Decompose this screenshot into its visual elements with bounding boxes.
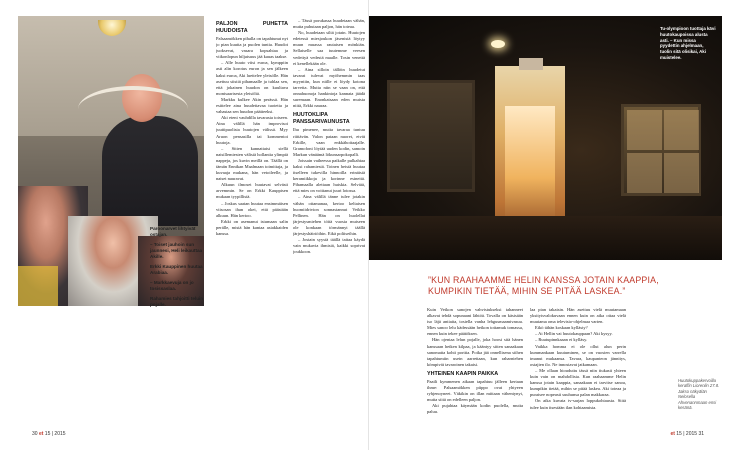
paragraph: Aki pujahtaa käymään kodin puolella, mutta paluu. xyxy=(427,403,523,415)
section-heading: PALJON PUHETTA HUUDOISTA xyxy=(216,21,288,34)
side-caption: Huutokuppakervoilla keraffin Liorenlin 27.8. Jakso näkyälän Nelosella Ahvenannmaan ensi kesänä. xyxy=(678,378,720,411)
photo-sign xyxy=(519,58,543,70)
paragraph: – Aina silloin tällöin huudetut tavarat tulevat myöhemmin taas myyntiin, kun niille ei löydy kotona tarvetta. Mutta niin se vaan on, että onnahuonoja hankintoja kannata jäädä suremaan. Enonkatsaan eden muista niitä, Erkki nauraa. xyxy=(293,66,365,109)
window-pane xyxy=(627,153,662,193)
caption-line: Erkki Kauppinen huutaa Arabiaa. xyxy=(150,264,203,275)
folio-left xyxy=(32,431,66,437)
crowd-yellow-shirt xyxy=(18,266,58,306)
paragraph: Aki eteni vauhdilla tavarasta toiseen. Aina välillä hän improvisoi juuttipuolista huutojen välissä. Myy Aruon pensasilla tai kommentoi huutoja. xyxy=(216,115,288,145)
paragraph: – Aina välillä tänne tulee jotakin vähän ottamanaa, kertoo keltaisen huomiidrivion sonnastannut Veikko Pellinen. Hän on huolellat järjestysmiehen töitä vuosia muiseen ole konkaan törmännyt täällä järjestyshäiriöihin. Eikä poliiseihin. xyxy=(293,194,365,236)
photo-floor xyxy=(369,216,722,260)
paragraph: Vaikka homma ei ole ollut alun perin kummankaan kuutuminen, se on vuosien varrella imanut mukaansa. Tavara, kaupanteon jännitys, ostajien ilo. Ne innostavat jatkamaan. xyxy=(530,343,626,367)
article-column-c xyxy=(427,307,523,435)
paragraph: Kuin Veikon sanojen vahvistukseksi tahanneet alkavat tehdä sopunaani lähtöä. Tovalla on käsisään iso läjä antiaita, tosiella vanha lehgusmaamivasuu. Mies sanoo lelu kädessään heikon tottamuk tomassa, ennen kuin tekee päätöksen. xyxy=(427,307,523,337)
paragraph: Markku kulkee Akin perässä. Hän esittelee aina huudettavaa tuotetta ja vahastaa sen huudon päätteeksi. xyxy=(216,96,288,115)
caption-line: – Markkaevuja on jo tosissaslaa. xyxy=(150,280,194,291)
issue-number: 15 | 2015 xyxy=(44,431,66,437)
paragraph: Hän ojentaa lelun pojalle, joka hoosi sitä hänen kanssaan hetken kilpaa, ja kääntyy sitten sanaakaan sanomatta kohti porttia. Poika jää onnellisena siihen tapahtumiin usein aarrettaan, kun raharniehen kömpivät tavaroinen takaisi. xyxy=(427,337,523,367)
photo-window xyxy=(621,104,701,196)
paragraph: On aika kuvata tv-sarjan loppukohtausta. Siitä tulee kuin itsestään ilan kohtaamista. xyxy=(530,398,626,410)
section-heading: HUUTOKLIPA PANSSARIVAUNUSTA xyxy=(293,112,350,126)
folio-right xyxy=(670,431,704,437)
photo-caption-right: Tu-olympioon tuottaja kävi huutokaupoissa alusta asti. – Kun missa pyydettin ahjelmaan, tuolin sitä olisikai, Aki muistelee. xyxy=(660,26,716,60)
pull-quote: ”KUN RAAHAAMME HELIN KANSSA JOTAIN KAAPPIA, KUMPIKIN TIETÄÄ, MIHIN SE PITÄÄ LASKEA.” xyxy=(428,275,659,296)
photo-window xyxy=(387,80,475,192)
paragraph: – Alle huuto viisi euroa, kymppiin asti alin korotus euron ja sen jälkeen kaksi euroa, Aki luettelee yleisölle. Hän asettuu siistiä pihamaalle ja tuhlaa sen, että jokainen huudon on kuultava monisaarisesta yleisöltä. xyxy=(216,60,288,96)
paragraph: – Sitten kannattaisi siellä naisillemiesten välisiä hollantia ylimpiä nappeja, jos kuvin meillä on. Täällä on tämän Ennikan Maalmaan toimittaja, ja kuvaaja mukana, hän vetoileelle, ja naiset nauravat. xyxy=(216,145,288,182)
auctioneer-body xyxy=(102,116,198,226)
paragraph: Erkki on asemanut istumaan salin perälle, mistä hän kantaa asiakkaiden kanssa. xyxy=(216,218,288,236)
paragraph: Ihu pimenee, mutta tavaraa tuntuu riittävän. Valon pataan nuoret, etvät Erkille, vaan enkkähoitaajalle. Gramofoni löytää uuden kodin, samoin Markun vänäämä lökunsarpokopalli. xyxy=(293,127,365,157)
article-column-d xyxy=(530,307,626,435)
photo-lamp xyxy=(491,40,505,48)
antler-item xyxy=(78,86,188,132)
article-column-a xyxy=(216,18,288,428)
window-pane xyxy=(664,153,699,193)
paragraph: – Me ollaan hiouduttu tässä niin tiukasti yhteen kuin vain on mahdollista. Kun raahaamme Helin kanssa jotain kaappia, sanaakaan ei tarvitse sanoa, kumpikin tietää, mihin se pitää laskea. Aki toteaa ja puraisee nopeasti suuhunsa palan makkaraa. xyxy=(530,367,626,398)
paragraph: Palsaamökken pihalla on tapahtunut nyt jo pian kuutta ja puolen tuntia. Huudot juoksevat, vasara kopsahtaa ja viikonlopun hiljaisuus jää kauas taakse. xyxy=(216,36,288,60)
caption-line: Rahamies tahjoitti teluin pojalle. xyxy=(150,296,204,307)
paragraph: – Ruutupinnkaaan ei kylläsy. xyxy=(535,337,588,343)
paragraph: Joissain vaiheessa paikalle pulkahtaa kaksi rahamiestä. Toinen heistä huutaa itselleen tukevilla hinnoilla erinäisiä keramiikkoja ja korinne esineitä. Pihamaalla alettaan huiskia. Selviää, että mies on voittanut juuri lotossa. xyxy=(293,157,365,194)
issue-number: 15 | 2015 xyxy=(676,431,698,437)
window-pane xyxy=(627,110,662,150)
paragraph: – Joskus saatan huutaa ensimmäisen viisosan ihan okei, että päästään alkuun. Hän kertoo. xyxy=(216,200,288,218)
paragraph: No, huudetaan siltä jotain. Huutojen edetessä miesjoukon jäsenistä löytyy muun muassa rautaisen mönkiän. Sellaiselle saa tuutemme veesen vedettyä vedestä maalle. Tosin venettä ei kenellekään ole. xyxy=(293,30,365,66)
article-column-b xyxy=(293,18,365,428)
window-pane xyxy=(664,110,699,150)
paragraph: – Jostain syystä täällä taitaa käydä vain mukavia ihmisiä, kaikki soprivat joukkoon. xyxy=(293,237,365,255)
caption-line: – Toiset jauhoin sun jaunnesi, Heli leikauttaa Akille. xyxy=(150,242,203,259)
paragraph: – Tässä porukassa huudetaan vähän, mutta puhutaan paljon, hän toteaa. xyxy=(293,18,365,30)
section-heading: YHTEINEN KAAPIN PAIKKA xyxy=(427,370,499,377)
photo-caption-left xyxy=(150,226,204,312)
caption-line: Paroonarvet lihtyivät ostajan. xyxy=(150,226,196,237)
magazine-brand: et xyxy=(38,431,44,437)
magazine-brand: et xyxy=(670,431,675,437)
page-number: 31 xyxy=(698,431,704,437)
paragraph: – Ai Hellin vai huutokauppaan? Aki kysyy. xyxy=(535,331,613,337)
paragraph: Paaili kymmenen aikaan tapahtuu jälleen kertaan ihme: Palsaamökken piippo ovat yhtyeen ryhjenoyneet. Väkikin on illan mittaan vähentynyt, mutta siitä on edelleen paljon. xyxy=(427,378,523,403)
paragraph: Eikö tähän koskaan kyllästy? xyxy=(535,325,588,331)
paragraph: laa pian takaisin. Hän asettuu vielä muutamaan yksityisvalokuvaan ennen kuin on aika ottaa vielä muutama oma televisio-ohjelmaa varten. xyxy=(530,307,626,325)
page-number: 30 xyxy=(32,431,38,437)
photo-doorway-light xyxy=(505,106,555,226)
paragraph: Alkuun ilmoset huutavat selvästi arvemmin. Se on Erkki Kauppisen mukaan tyypillistä. xyxy=(216,182,288,200)
